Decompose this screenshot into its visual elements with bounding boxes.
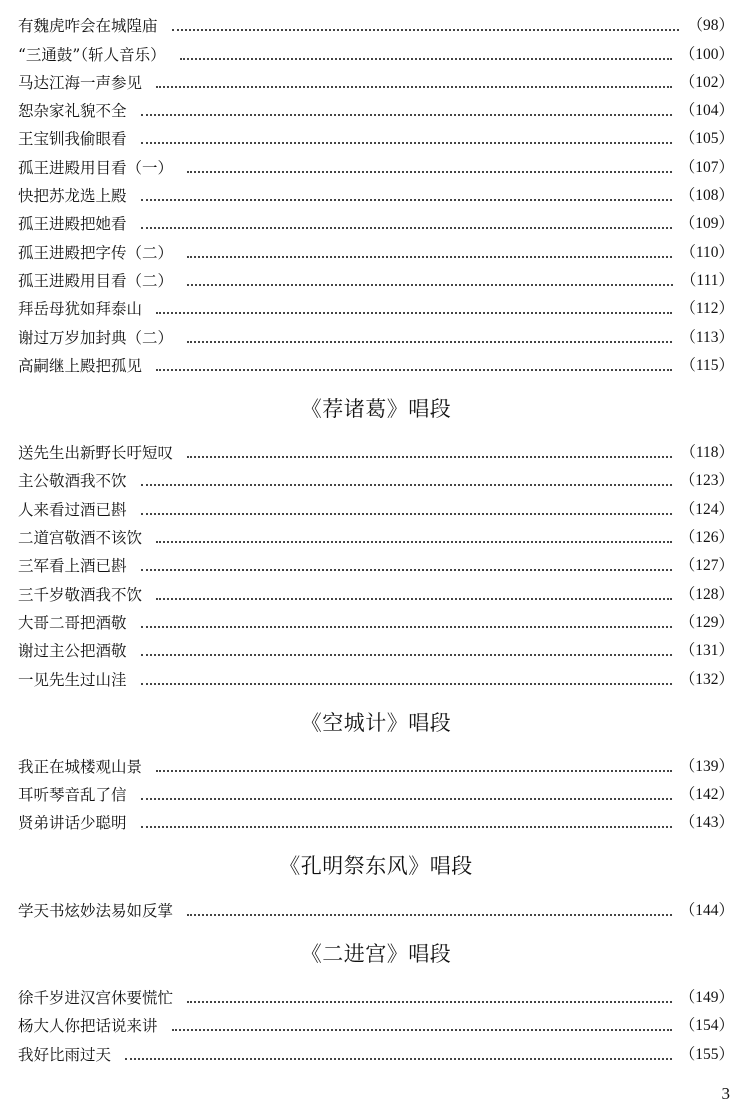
entry-page-number: （131） (679, 642, 734, 660)
toc-entry[interactable] (18, 805, 734, 833)
toc-section (18, 8, 734, 376)
entry-page-number: （128） (679, 585, 734, 603)
entry-page-number: （111） (680, 271, 734, 289)
entry-title: 徐千岁进汉宫休要慌忙 (18, 989, 174, 1008)
leader-dots (141, 512, 672, 515)
entry-title: 三军看上酒已斟 (18, 557, 127, 576)
entry-page-number: （149） (679, 989, 734, 1007)
leader-dots (141, 797, 672, 800)
leader-dots (156, 368, 672, 371)
leader-dots (141, 625, 672, 628)
leader-dots (172, 28, 680, 31)
toc-section (18, 395, 734, 690)
toc-entry[interactable] (18, 435, 734, 463)
leader-dots (141, 226, 672, 229)
leader-dots (141, 825, 672, 828)
table-of-contents (18, 8, 734, 1065)
toc-entry[interactable] (18, 520, 734, 548)
toc-entry[interactable] (18, 633, 734, 661)
entry-page-number: （142） (679, 786, 734, 804)
toc-entry[interactable] (18, 65, 734, 93)
toc-entry[interactable] (18, 178, 734, 206)
leader-dots (156, 85, 672, 88)
entry-page-number: （115） (680, 356, 734, 374)
entry-title: 三千岁敬酒我不饮 (18, 585, 143, 604)
section-heading: 《孔明祭东风》唱段 (279, 854, 473, 879)
entry-page-number: （155） (679, 1045, 734, 1063)
section-heading: 《空城计》唱段 (300, 710, 452, 735)
toc-entry[interactable] (18, 777, 734, 805)
leader-dots (141, 198, 672, 201)
page-number: 3 (721, 1084, 730, 1103)
entry-title: 孤王进殿用目看（一） (18, 158, 174, 177)
entry-title: 贤弟讲话少聪明 (18, 814, 127, 833)
entry-title: 我好比雨过天 (18, 1045, 112, 1064)
toc-entry[interactable] (18, 348, 734, 376)
entry-page-number: （100） (679, 45, 734, 63)
entry-page-number: （123） (679, 472, 734, 490)
entry-page-number: （127） (679, 557, 734, 575)
entry-page-number: （105） (679, 130, 734, 148)
section-heading: 《二进宫》唱段 (300, 941, 452, 966)
toc-section (18, 852, 734, 920)
leader-dots (125, 1057, 672, 1060)
toc-entry[interactable] (18, 263, 734, 291)
entry-page-number: （112） (680, 300, 734, 318)
toc-entry[interactable] (18, 319, 734, 347)
leader-dots (180, 57, 672, 60)
entry-page-number: （98） (687, 17, 734, 35)
leader-dots (187, 255, 672, 258)
entry-title: 孤王进殿把字传（二） (18, 243, 174, 262)
leader-dots (187, 340, 672, 343)
entry-page-number: （109） (679, 215, 734, 233)
entry-page-number: （139） (679, 757, 734, 775)
entry-title: 主公敬酒我不饮 (18, 472, 127, 491)
toc-entry[interactable] (18, 8, 734, 36)
leader-dots (141, 653, 672, 656)
entry-page-number: （107） (679, 158, 734, 176)
toc-entry[interactable] (18, 93, 734, 121)
leader-dots (187, 455, 672, 458)
entry-title: 孤王进殿把她看 (18, 215, 127, 234)
leader-dots (172, 1028, 672, 1031)
leader-dots (141, 113, 672, 116)
toc-entry[interactable] (18, 892, 734, 920)
entry-page-number: （113） (680, 328, 734, 346)
entry-page-number: （129） (679, 613, 734, 631)
entry-title: 人来看过酒已斟 (18, 500, 127, 519)
entry-title: 耳听琴音乱了信 (18, 786, 127, 805)
toc-entry[interactable] (18, 605, 734, 633)
entry-title: 二道宫敬酒不该饮 (18, 529, 143, 548)
leader-dots (187, 283, 673, 286)
entry-title: 杨大人你把话说来讲 (18, 1017, 158, 1036)
toc-entry[interactable] (18, 749, 734, 777)
entry-page-number: （143） (679, 814, 734, 832)
entry-title: 我正在城楼观山景 (18, 757, 143, 776)
entry-title: 马达江海一声参见 (18, 73, 143, 92)
toc-entry[interactable] (18, 491, 734, 519)
entry-title: 快把苏龙选上殿 (18, 187, 127, 206)
entry-title: 有魏虎咋会在城隍庙 (18, 17, 158, 36)
entry-title: 谢过万岁加封典（二） (18, 328, 174, 347)
entry-page-number: （132） (679, 670, 734, 688)
section-heading: 《荐诸葛》唱段 (300, 396, 452, 421)
entry-title: 谢过主公把酒敬 (18, 642, 127, 661)
toc-entry[interactable] (18, 980, 734, 1008)
leader-dots (187, 1000, 672, 1003)
entry-title: 大哥二哥把酒敬 (18, 613, 127, 632)
leader-dots (156, 769, 672, 772)
entry-title: 王宝钏我偷眼看 (18, 130, 127, 149)
leader-dots (156, 597, 672, 600)
entry-title: 一见先生过山洼 (18, 670, 127, 689)
leader-dots (141, 682, 672, 685)
toc-entry[interactable] (18, 234, 734, 262)
toc-entry[interactable] (18, 661, 734, 689)
leader-dots (187, 913, 672, 916)
entry-page-number: （110） (680, 243, 734, 261)
toc-entry[interactable] (18, 206, 734, 234)
toc-entry[interactable] (18, 1008, 734, 1036)
leader-dots (141, 568, 672, 571)
leader-dots (141, 141, 672, 144)
toc-entry[interactable] (18, 1036, 734, 1064)
toc-entry[interactable] (18, 149, 734, 177)
entry-title: 学天书炫妙法易如反掌 (18, 901, 174, 920)
entry-page-number: （154） (679, 1017, 734, 1035)
toc-entry[interactable] (18, 548, 734, 576)
toc-entry[interactable] (18, 463, 734, 491)
leader-dots (187, 170, 672, 173)
toc-section (18, 940, 734, 1065)
toc-section (18, 709, 734, 834)
toc-entry[interactable] (18, 291, 734, 319)
entry-title: 拜岳母犹如拜泰山 (18, 300, 143, 319)
leader-dots (156, 311, 672, 314)
toc-entry[interactable] (18, 121, 734, 149)
entry-title: 孤王进殿用目看（二） (18, 271, 174, 290)
entry-title: “三通鼓”（斩人音乐） (18, 45, 166, 64)
entry-page-number: （144） (679, 901, 734, 919)
entry-page-number: （102） (679, 73, 734, 91)
entry-page-number: （108） (679, 187, 734, 205)
entry-page-number: （118） (680, 444, 734, 462)
entry-title: 高嗣继上殿把孤见 (18, 356, 143, 375)
leader-dots (141, 483, 672, 486)
toc-entry[interactable] (18, 576, 734, 604)
toc-entry[interactable] (18, 36, 734, 64)
entry-title: 恕杂家礼貌不全 (18, 102, 127, 121)
entry-page-number: （126） (679, 529, 734, 547)
entry-title: 送先生出新野长吁短叹 (18, 444, 174, 463)
entry-page-number: （124） (679, 500, 734, 518)
leader-dots (156, 540, 672, 543)
entry-page-number: （104） (679, 102, 734, 120)
